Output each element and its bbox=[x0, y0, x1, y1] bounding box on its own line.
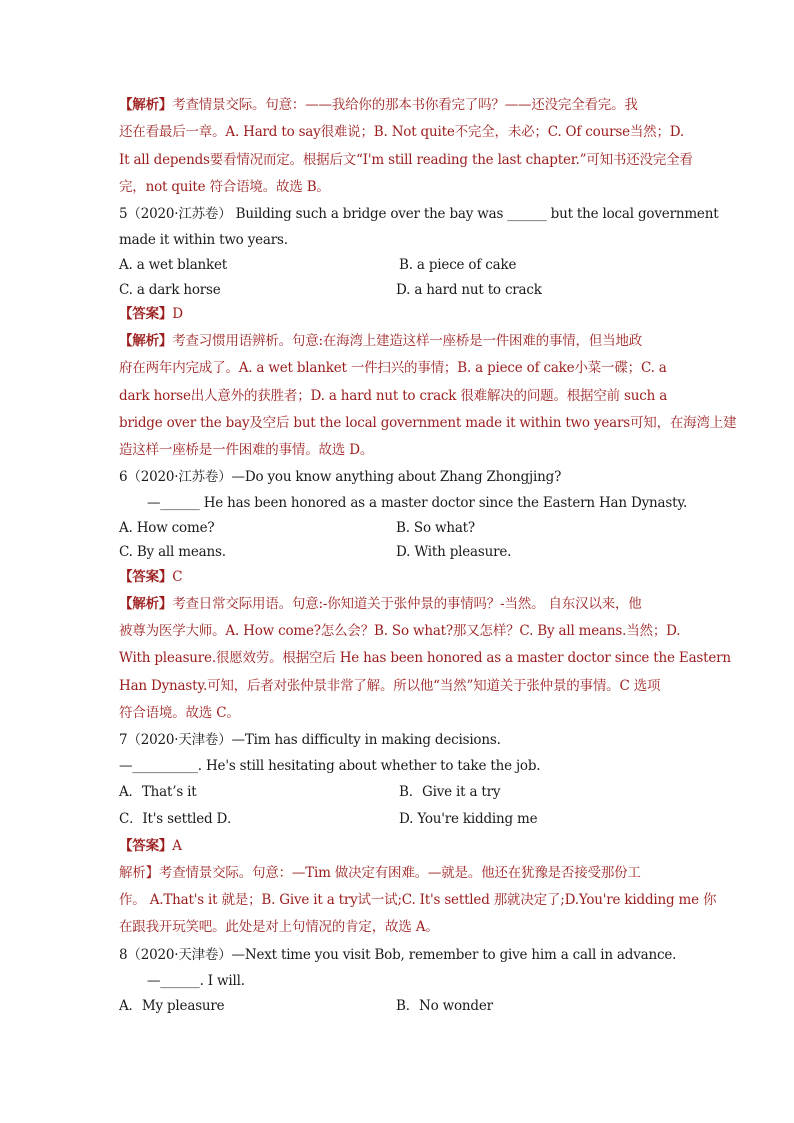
q6-option-d: D. With pleasure. bbox=[396, 544, 512, 560]
q4-analysis-line-4: 完，not quite 符合语境。故选 B。 bbox=[119, 179, 330, 195]
q5-option-d: D. a hard nut to crack bbox=[396, 282, 542, 298]
q5-analysis-line-4: bridge over the bay及空后 but the local government made it within two years可知，在海湾上建 bbox=[119, 415, 737, 431]
answer-tag: 【答案】 bbox=[119, 306, 173, 322]
q7-option-c: C．It's settled D． bbox=[119, 811, 241, 827]
q8-option-a: A．My pleasure bbox=[119, 998, 225, 1014]
q7-stem-line-2: —__________. He's still hesitating about whether to take the job. bbox=[119, 758, 541, 774]
q8-options-row-1 bbox=[119, 996, 679, 1016]
q6-analysis-line-2: 被尊为医学大师。A. How come?怎么会？B. So what?那又怎样？C. By all means.当然；D. bbox=[119, 623, 681, 639]
q4-analysis-line-1: 【解析】考查情景交际。句意：——我给你的那本书你看完了吗？——还没完全看完。我 bbox=[119, 97, 638, 113]
q5-answer: 【答案】D bbox=[119, 306, 183, 322]
q7-option-a: A．That’s it bbox=[119, 784, 197, 800]
analysis-tag: 解析】 bbox=[119, 865, 159, 881]
q5-option-a: A. a wet blanket bbox=[119, 257, 228, 273]
q5-stem-line-2: made it within two years. bbox=[119, 232, 288, 248]
q5-analysis-line-2: 府在两年内完成了。A. a wet blanket 一件扫兴的事情；B. a piece of cake小菜一碟；C. a bbox=[119, 360, 667, 376]
q7-analysis-line-3: 在跟我开玩笑吧。此处是对上句情况的肯定，故选 A。 bbox=[119, 919, 439, 935]
q5-option-c: C. a dark horse bbox=[119, 282, 221, 298]
q6-analysis-line-3: With pleasure.很愿效劳。根据空后 He has been honored as a master doctor since the Eastern bbox=[119, 650, 731, 666]
q6-stem-line-2: —______ He has been honored as a master doctor since the Eastern Han Dynasty. bbox=[147, 495, 688, 511]
q8-option-b: B．No wonder bbox=[396, 998, 493, 1014]
q6-answer: 【答案】C bbox=[119, 569, 183, 585]
q7-stem-line-1: 7（2020·天津卷）—Tim has difficulty in making decisions. bbox=[119, 732, 501, 748]
q7-option-b: B．Give it a try bbox=[399, 784, 501, 800]
analysis-tag: 【解析】 bbox=[119, 97, 173, 113]
q5-option-b: B. a piece of cake bbox=[399, 257, 517, 273]
q6-analysis-line-5: 符合语境。故选 C。 bbox=[119, 705, 240, 721]
answer-tag: 【答案】 bbox=[119, 569, 173, 585]
q4-analysis-line-2: 还在看最后一章。A. Hard to say很难说；B. Not quite不完全，未必；C. Of course当然；D. bbox=[119, 124, 684, 140]
q5-options-row-2 bbox=[119, 280, 679, 300]
q6-analysis-line-4: Han Dynasty.可知，后者对张仲景非常了解。所以他“当然”知道关于张仲景的事情。C 选项 bbox=[119, 678, 661, 694]
q7-answer: 【答案】A bbox=[119, 838, 182, 854]
q6-options-row-2 bbox=[119, 542, 679, 562]
q6-option-c: C. By all means. bbox=[119, 544, 226, 560]
q7-options-row-2 bbox=[119, 809, 679, 829]
analysis-tag: 【解析】 bbox=[119, 596, 173, 612]
q5-analysis-line-1: 【解析】考查习惯用语辨析。句意:在海湾上建造这样一座桥是一件困难的事情，但当地政 bbox=[119, 333, 643, 349]
q7-option-d: D. You're kidding me bbox=[399, 811, 538, 827]
q6-stem-line-1: 6（2020·江苏卷）—Do you know anything about Zhang Zhongjing? bbox=[119, 469, 562, 485]
q7-analysis-line-2: 作。 A.That's it 就是；B. Give it a try试一试;C. It's settled 那就决定了;D.You're kidding me 你 bbox=[119, 892, 717, 908]
q5-stem-line-1: 5（2020·江苏卷） Building such a bridge over the bay was ______ but the local government bbox=[119, 206, 719, 222]
q6-options-row-1 bbox=[119, 518, 679, 538]
answer-tag: 【答案】 bbox=[119, 838, 173, 854]
q7-analysis-line-1: 解析】考查情景交际。句意：—Tim 做决定有困难。—就是。他还在犹豫是否接受那份工 bbox=[119, 865, 641, 881]
q8-stem-line-2: —______. I will. bbox=[147, 973, 245, 989]
q6-option-b: B. So what? bbox=[396, 520, 475, 536]
q5-options-row-1 bbox=[119, 255, 679, 275]
q5-analysis-line-5: 造这样一座桥是一件困难的事情。故选 D。 bbox=[119, 442, 374, 458]
analysis-tag: 【解析】 bbox=[119, 333, 173, 349]
q6-analysis-line-1: 【解析】考查日常交际用语。句意:-你知道关于张仲景的事情吗？-当然。 自东汉以来，他 bbox=[119, 596, 642, 612]
q6-option-a: A. How come? bbox=[119, 520, 215, 536]
q8-stem-line-1: 8（2020·天津卷）—Next time you visit Bob, remember to give him a call in advance. bbox=[119, 947, 677, 963]
q4-analysis-line-3: It all depends要看情况而定。根据后文“I'm still reading the last chapter.”可知书还没完全看 bbox=[119, 152, 693, 168]
q7-options-row-1 bbox=[119, 782, 679, 802]
q5-analysis-line-3: dark horse出人意外的获胜者；D. a hard nut to crack 很难解决的问题。根据空前 such a bbox=[119, 388, 668, 404]
